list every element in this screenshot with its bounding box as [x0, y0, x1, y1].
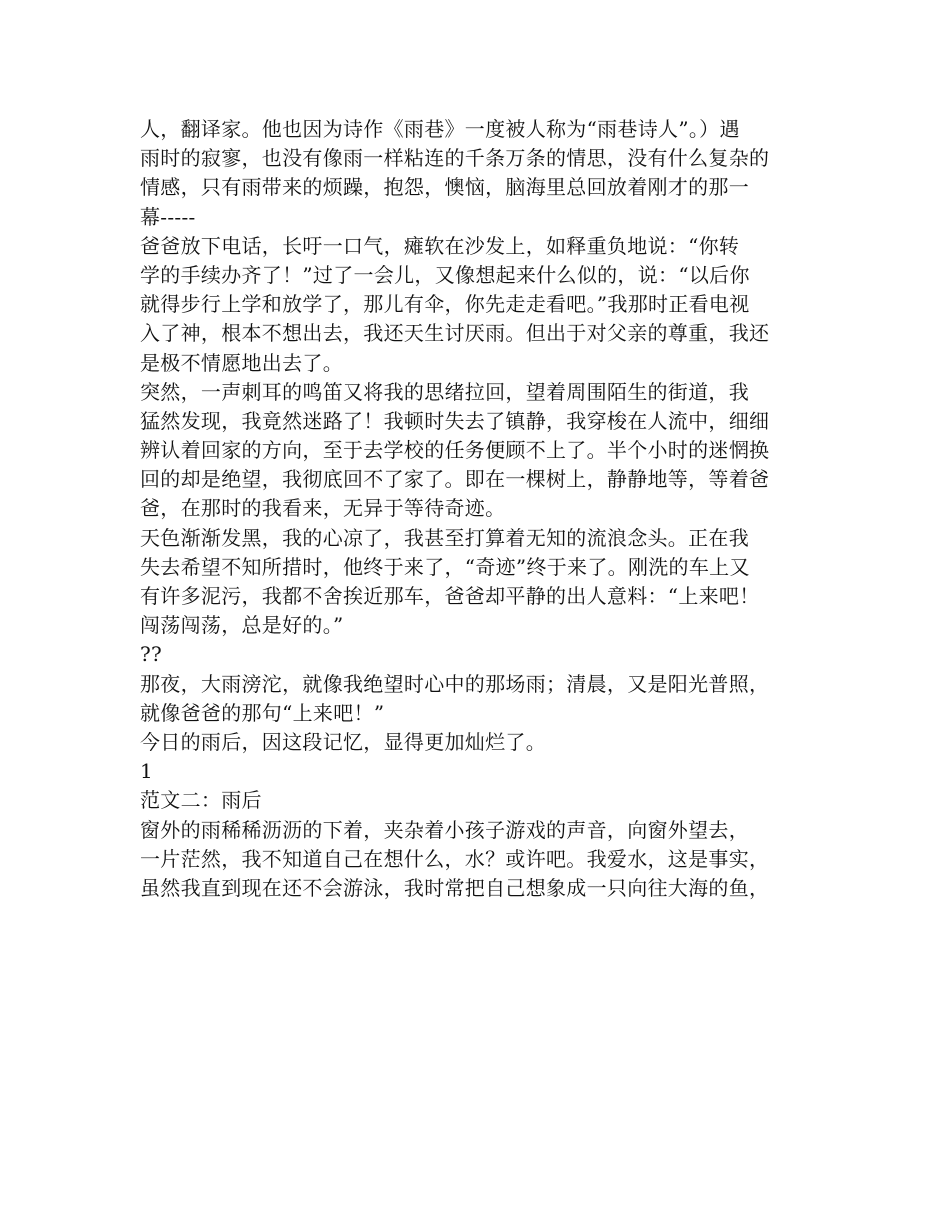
text-line: 雨时的寂寥，也没有像雨一样粘连的千条万条的情思，没有什么复杂的 — [140, 146, 770, 171]
text-line: 是极不情愿地出去了。 — [140, 350, 343, 375]
text-line: 那夜，大雨滂沱，就像我绝望时心中的那场雨；清晨，又是阳光普照， — [140, 671, 770, 696]
text-line: 窗外的雨稀稀沥沥的下着，夹杂着小孩子游戏的声音，向窗外望去， — [140, 817, 749, 842]
text-line: 突然，一声刺耳的鸣笛又将我的思绪拉回，望着周围陌生的街道，我 — [140, 379, 749, 404]
section-title: 范文二：雨后 — [140, 788, 262, 813]
text-line: 回的却是绝望，我彻底回不了家了。即在一棵树上，静静地等，等着爸 — [140, 467, 770, 492]
text-line: 爸，在那时的我看来，无异于等待奇迹。 — [140, 496, 506, 521]
page-number: 1 — [140, 759, 154, 784]
text-line: 就像爸爸的那句“上来吧！” — [140, 700, 385, 725]
text-line: 虽然我直到现在还不会游泳，我时常把自己想象成一只向往大海的鱼， — [140, 875, 770, 900]
text-line: 辨认着回家的方向，至于去学校的任务便顾不上了。半个小时的迷惘换 — [140, 438, 770, 463]
text-line: 人，翻译家。他也因为诗作《雨巷》一度被人称为“雨巷诗人”。）遇 — [140, 117, 740, 141]
text-line: 有许多泥污，我都不舍挨近那车，爸爸却平静的出人意料：“上来吧！ — [140, 584, 760, 608]
text-line: 失去希望不知所措时，他终于来了，“奇迹”终于来了。刚洗的车上又 — [140, 554, 750, 579]
text-line: 闯荡闯荡，总是好的。” — [140, 613, 344, 638]
text-line: 情感，只有雨带来的烦躁，抱怨，懊恼，脑海里总回放着刚才的那一 — [140, 175, 749, 200]
document-text — [140, 115, 830, 903]
text-line: 今日的雨后，因这段记忆，显得更加灿烂了。 — [140, 729, 546, 754]
text-line: 学的手续办齐了！”过了一会儿，又像想起来什么似的，说：“以后你 — [140, 262, 750, 287]
text-line: 幕----- — [140, 204, 196, 229]
text-line: 入了神，根本不想出去，我还天生讨厌雨。但出于对父亲的尊重，我还 — [140, 321, 770, 346]
text-line: 就得步行上学和放学了，那儿有伞，你先走走看吧。”我那时正看电视 — [140, 292, 750, 317]
text-line: 天色渐渐发黑，我的心凉了，我甚至打算着无知的流浪念头。正在我 — [140, 525, 749, 550]
text-line: 一片茫然，我不知道自己在想什么，水？或许吧。我爱水，这是事实， — [140, 846, 770, 871]
text-line: 猛然发现，我竟然迷路了！我顿时失去了镇静，我穿梭在人流中，细细 — [140, 408, 770, 433]
text-line: 爸爸放下电话，长吁一口气，瘫软在沙发上，如释重负地说：“你转 — [140, 233, 740, 258]
text-line: ?? — [140, 642, 163, 667]
